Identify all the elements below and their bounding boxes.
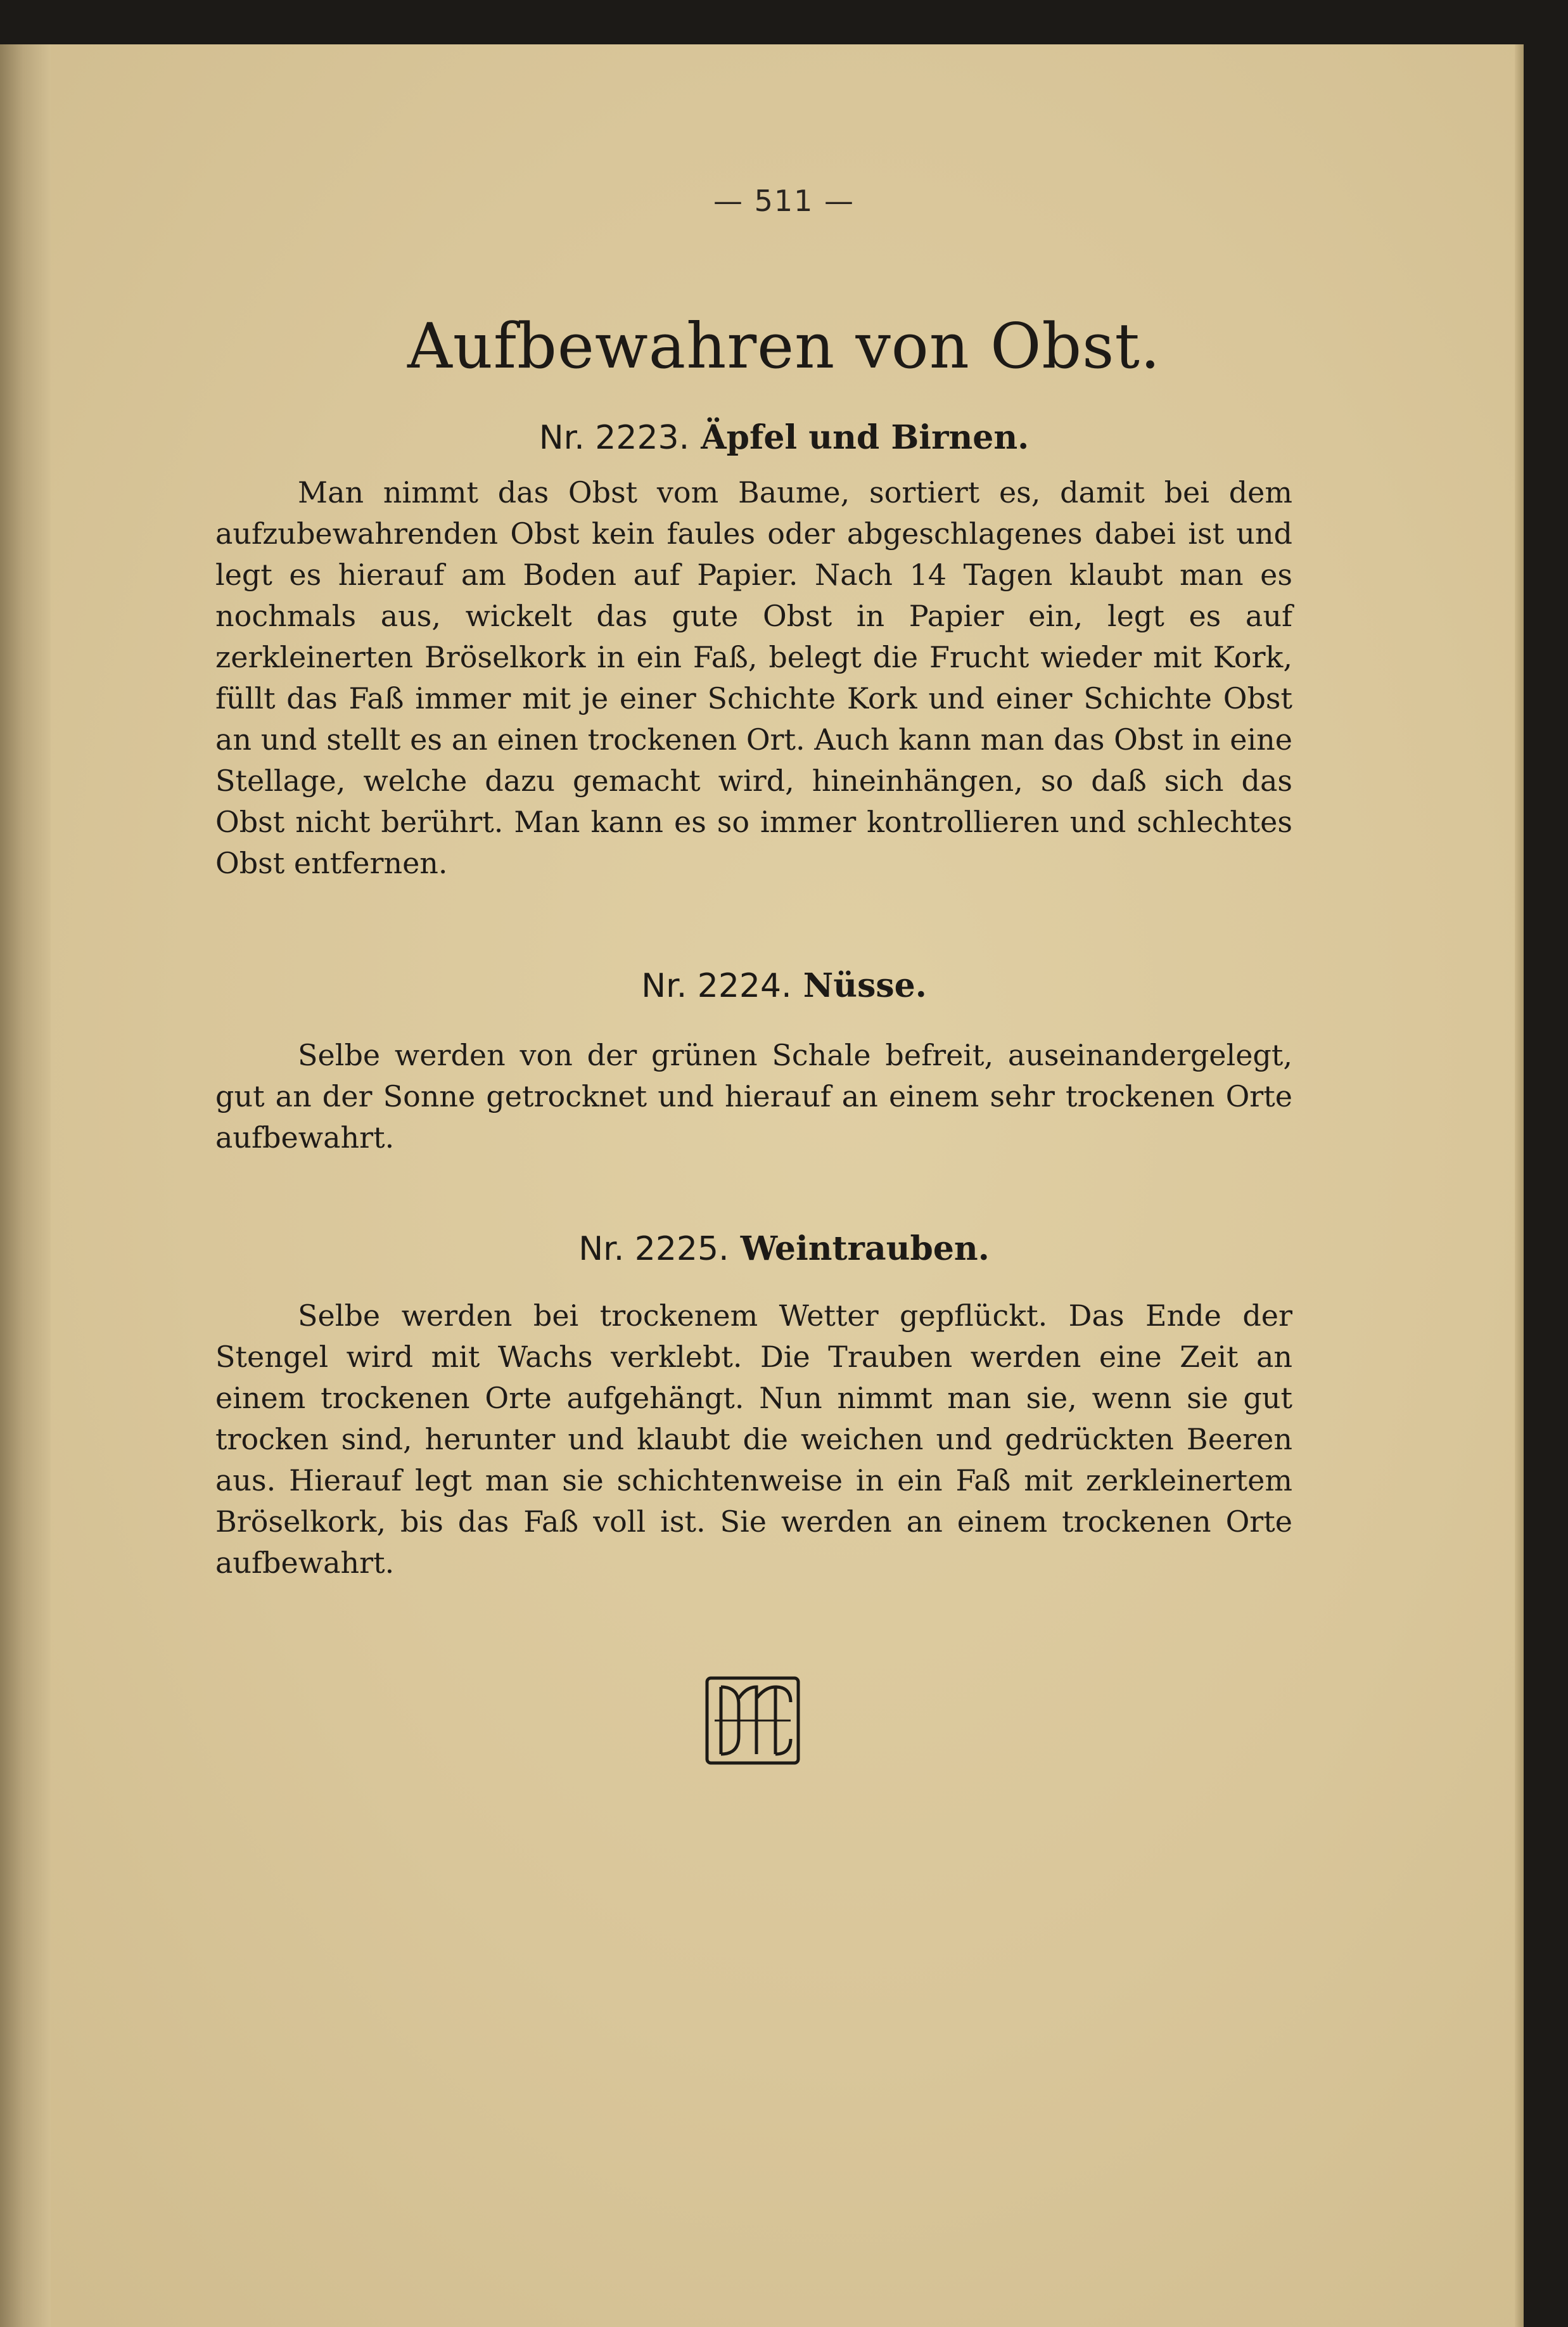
section-text-2223: Man nimmt das Obst vom Baume, sortiert es, damit bei dem aufzubewahrenden Obst kein faules oder abgeschlagenes dabei ist und legt es hierauf am Boden auf Papier. Nach 14 Tagen klaubt man es nochmals aus, wickelt das gute Obst in Papier ein, legt es auf zerkleinerten Bröselkork in ein Faß, belegt die Frucht wieder mit Kork, füllt das Faß immer mit je einer Schichte Kork und einer Schichte Obst an und stellt es an einen trockenen Ort. Auch kann man das Obst in eine Stellage, welche dazu gemacht wird, hineinhängen, so daß sich das Obst nicht berührt. Man kann es so immer kontrollieren und schlechtes Obst entfernen.	[215, 475, 1292, 880]
section-number: Nr. 2223.	[539, 419, 690, 457]
section-title: Weintrauben.	[740, 1229, 990, 1268]
section-title: Nüsse.	[803, 966, 927, 1005]
section-number: Nr. 2225.	[578, 1230, 729, 1268]
page-edge	[1515, 44, 1524, 2327]
section-heading-2224	[0, 966, 1568, 1005]
section-heading-2225	[0, 1229, 1568, 1268]
section-text-2225: Selbe werden bei trockenem Wetter gepflückt. Das Ende der Stengel wird mit Wachs verklebt. Die Trauben werden eine Zeit an einem trockenen Orte aufgehängt. Nun nimmt man sie, wenn sie gut trocken sind, herunter und klaubt die weichen und gedrückten Beeren aus. Hierauf legt man sie schichtenweise in ein Faß mit zerkleinertem Bröselkork, bis das Faß voll ist. Sie werden an einem trockenen Orte aufbewahrt.	[215, 1298, 1292, 1580]
monogram-ornament-icon	[702, 1673, 803, 1768]
page-number: — 511 —	[713, 184, 855, 218]
section-number: Nr. 2224.	[641, 967, 792, 1005]
section-text-2224: Selbe werden von der grünen Schale befreit, auseinandergelegt, gut an der Sonne getrocknet und hierauf an einem sehr trockenen Orte aufbewahrt.	[215, 1038, 1292, 1155]
book-page	[0, 44, 1524, 2327]
page-title: Aufbewahren von Obst.	[407, 311, 1161, 383]
book-spine	[0, 44, 51, 2327]
section-heading-2223	[0, 418, 1568, 457]
section-title: Äpfel und Birnen.	[701, 418, 1029, 457]
